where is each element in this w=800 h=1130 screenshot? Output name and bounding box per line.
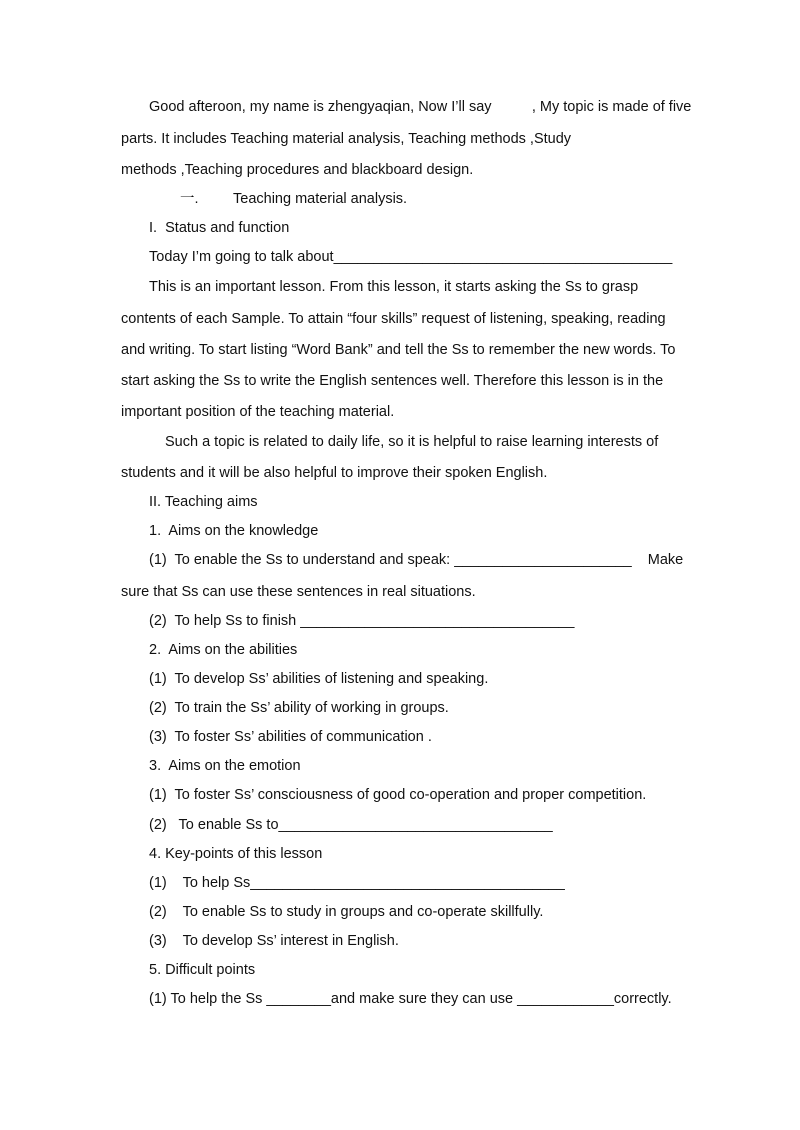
today-line: Today I’m going to talk about__________________________________________ <box>149 249 673 265</box>
keypoints-item-2: (2) To enable Ss to study in groups and co-operate skillfully. <box>149 904 544 920</box>
knowledge-item-2: (2) To help Ss to finish __________________________________ <box>149 613 575 629</box>
knowledge-heading: 1. Aims on the knowledge <box>149 523 319 539</box>
difficult-heading: 5. Difficult points <box>149 962 256 978</box>
knowledge-item-1a: (1) To enable the Ss to understand and speak: ______________________ Make <box>149 552 684 568</box>
aims-heading: II. Teaching aims <box>149 494 258 510</box>
status-heading: I. Status and function <box>149 220 290 236</box>
important-line-3: and writing. To start listing “Word Bank” and tell the Ss to remember the new words. To <box>121 342 676 358</box>
intro-line-2: parts. It includes Teaching material analysis, Teaching methods ,Study <box>121 131 572 147</box>
emotion-item-2: (2) To enable Ss to__________________________________ <box>149 817 553 833</box>
emotion-heading: 3. Aims on the emotion <box>149 758 301 774</box>
intro-line-3: methods ,Teaching procedures and blackboard design. <box>121 162 474 178</box>
abilities-item-1: (1) To develop Ss’ abilities of listening and speaking. <box>149 671 489 687</box>
important-line-5: important position of the teaching material. <box>121 404 395 420</box>
emotion-item-1: (1) To foster Ss’ consciousness of good co-operation and proper competition. <box>149 787 647 803</box>
abilities-item-3: (3) To foster Ss’ abilities of communication . <box>149 729 432 745</box>
important-line-4: start asking the Ss to write the English sentences well. Therefore this lesson is in the <box>121 373 664 389</box>
section-number: 一. <box>180 191 199 207</box>
topic-line-1: Such a topic is related to daily life, so it is helpful to raise learning interests of <box>165 434 659 450</box>
topic-line-2: students and it will be also helpful to improve their spoken English. <box>121 465 548 481</box>
intro-line-1: Good afteroon, my name is zhengyaqian, Now I’ll say , My topic is made of five <box>149 99 692 115</box>
important-line-1: This is an important lesson. From this lesson, it starts asking the Ss to grasp <box>149 279 639 295</box>
abilities-item-2: (2) To train the Ss’ ability of working in groups. <box>149 700 449 716</box>
difficult-item-1: (1) To help the Ss ________and make sure they can use ____________correctly. <box>149 991 672 1007</box>
keypoints-item-3: (3) To develop Ss’ interest in English. <box>149 933 399 949</box>
section-title: Teaching material analysis. <box>233 191 408 207</box>
keypoints-item-1: (1) To help Ss_______________________________________ <box>149 875 565 891</box>
knowledge-item-1b: sure that Ss can use these sentences in real situations. <box>121 584 476 600</box>
keypoints-heading: 4. Key-points of this lesson <box>149 846 323 862</box>
important-line-2: contents of each Sample. To attain “four skills” request of listening, speaking, reading <box>121 311 666 327</box>
abilities-heading: 2. Aims on the abilities <box>149 642 298 658</box>
